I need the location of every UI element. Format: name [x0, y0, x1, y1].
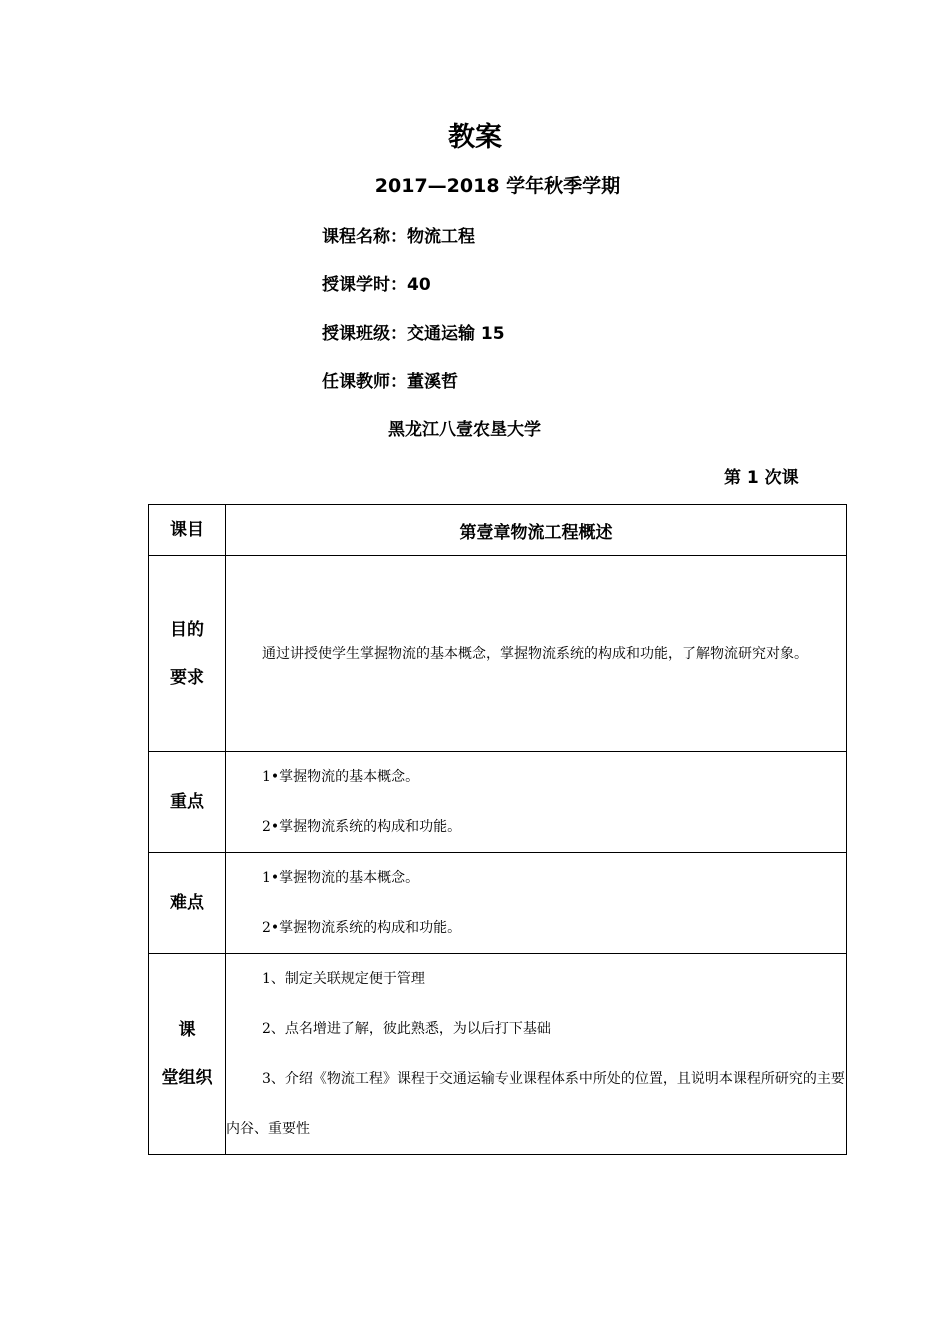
teacher-label: 任课教师：	[322, 372, 407, 392]
key-points-label: 重点	[149, 752, 226, 853]
class-organization-row	[149, 954, 847, 1155]
goal-text-cell	[226, 556, 847, 752]
subject-label: 课目	[149, 505, 226, 556]
goal-label-line-1: 目的	[170, 619, 204, 640]
class-organization-label-line-2: 堂组织	[161, 1068, 213, 1088]
class-organization-label-line-1: 课	[178, 1020, 196, 1040]
lesson-number: 第 1 次课	[724, 468, 799, 488]
teaching-hours-line	[322, 272, 431, 298]
class-label: 授课班级：	[322, 324, 407, 344]
organization-item: 1、制定关联规定便于管理	[262, 971, 425, 987]
subject-row	[149, 505, 847, 556]
organization-item: 3、介绍《物流工程》课程于交通运输专业课程体系中所处的位置，且说明本课程所研究的主要内谷、重要性	[226, 1071, 845, 1137]
goal-row	[149, 556, 847, 752]
goal-text: 通过讲授使学生掌握物流的基本概念，掌握物流系统的构成和功能，了解物流研究对象。	[262, 645, 808, 662]
class-organization-cell	[226, 954, 847, 1155]
difficult-point-item: 1•掌握物流的基本概念。	[262, 870, 420, 886]
course-name-line	[322, 224, 475, 250]
course-name-label: 课程名称：	[322, 227, 407, 247]
key-points-cell	[226, 752, 847, 853]
subject-value: 第壹章物流工程概述	[226, 505, 847, 556]
goal-label-line-2: 要求	[170, 667, 204, 688]
class-value: 交通运输 15	[407, 324, 505, 344]
class-organization-label	[149, 954, 226, 1155]
difficult-points-cell	[226, 853, 847, 954]
semester-line: 2017—2018 学年秋季学期	[374, 175, 621, 197]
goal-label	[149, 556, 226, 752]
teaching-hours-label: 授课学时：	[322, 275, 407, 295]
teacher-value: 董溪哲	[407, 372, 458, 392]
key-points-row	[149, 752, 847, 853]
lesson-plan-table	[148, 504, 847, 1155]
teaching-hours-value: 40	[407, 275, 431, 295]
difficult-point-item: 2•掌握物流系统的构成和功能。	[262, 920, 462, 936]
key-point-item: 1•掌握物流的基本概念。	[262, 769, 420, 785]
difficult-points-row	[149, 853, 847, 954]
course-name-value: 物流工程	[407, 227, 475, 247]
difficult-points-label: 难点	[149, 853, 226, 954]
key-point-item: 2•掌握物流系统的构成和功能。	[262, 819, 462, 835]
teacher-line	[322, 369, 458, 395]
organization-item: 2、点名增进了解，彼此熟悉，为以后打下基础	[262, 1021, 551, 1037]
document-title: 教案	[448, 122, 502, 153]
university-name: 黑龙江八壹农垦大学	[388, 420, 541, 440]
class-line	[322, 321, 505, 347]
